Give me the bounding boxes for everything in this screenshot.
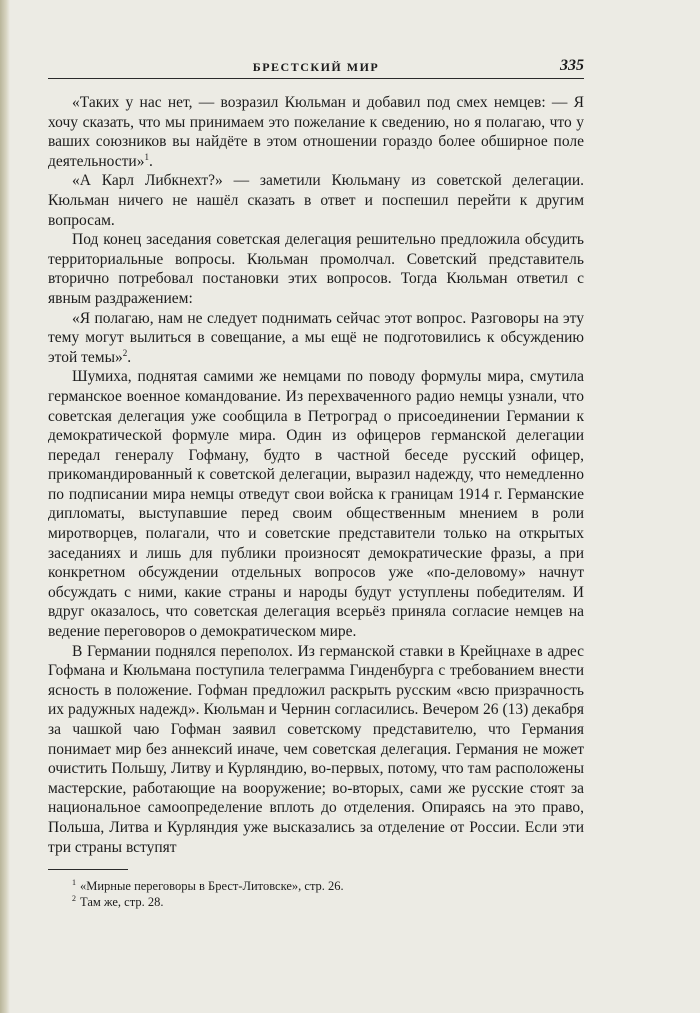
paragraph: В Германии поднялся переполох. Из германской ставки в Крейцнахе в адрес Гофмана и Кюльмана поступила телеграмма Гинденбурга с требованием внести ясность в положение. Гофман предложил раскрыть русским «всю призрачность их радужных надежд». Кюльман и Чернин согласились. Вечером 26 (13) декабря за чашкой чаю Гофман заявил советскому представителю, что Германия понимает мир без аннексий иначе, чем советская делегация. Германия не может очистить Польшу, Литву и Курляндию, во-первых, потому, что там расположены мастерские, работающие на вооружение; во-вторых, сами же русские стоят за национальное самоопределение вплоть до отделения. Опираясь на это право, Польша, Литва и Курляндия уже высказались за отделение от России. Если эти три страны вступят: [48, 642, 584, 856]
footnote-ref: 1: [144, 151, 149, 162]
page-header: [48, 56, 584, 79]
footnote: $^2$ Там же, стр. 28.: [72, 894, 164, 910]
footnote-mark: 1: [72, 878, 76, 887]
paragraph: Под конец заседания советская делегация решительно предложила обсудить территориальные вопросы. Кюльман промолчал. Советский представитель вторично потребовал постановки этих вопросов. Тогда Кюльман ответил с явным раздражением:: [48, 231, 584, 307]
footnote-divider: [48, 869, 128, 870]
page-number: 335: [560, 57, 584, 74]
running-title: БРЕСТСКИЙ МИР: [252, 60, 380, 74]
footnote-mark: 2: [72, 894, 76, 903]
book-binding-edge: [0, 0, 10, 1013]
paragraph: «А Карл Либкнехт?» — заметили Кюльману из советской делегации. Кюльман ничего не нашёл сказать в ответ и поспешил перейти к другим вопросам.: [48, 172, 584, 229]
body-text: [48, 93, 584, 857]
footnote: $^1$ «Мирные переговоры в Брест-Литовске», стр. 26.: [72, 878, 344, 894]
footnotes: [48, 878, 584, 910]
footnote-ref: 2: [122, 347, 128, 358]
paragraph: «Таких у нас нет, — возразил Кюльман и добавил под смех немцев: — Я хочу сказать, что мы принимаем это пожелание к сведению, но я полагаю, что у ваших союзников вы найдёте в этом отношении гораздо более обширное поле деятельности»$^1$.: [48, 94, 584, 170]
paragraph: «Я полагаю, нам не следует поднимать сейчас этот вопрос. Разговоры на эту тему могут вылиться в совещание, а мы ещё не подготовились к обсуждению этой темы»$^2$.: [48, 309, 584, 366]
paragraph: Шумиха, поднятая самими же немцами по поводу формулы мира, смутила германское военное командование. Из перехваченного радио немцы узнали, что советская делегация уже сообщила в Петроград о присоединении Германии к демократической формуле мира. Один из офицеров германской делегации передал генералу Гофману, будто в частной беседе русский офицер, прикомандированный к советской делегации, выразил надежду, что немедленно по подписании мира немцы отведут свои войска к границам 1914 г. Германские дипломаты, выступавшие перед своим общественным мнением в роли миротворцев, полагали, что и советские представители только на открытых заседаниях и лишь для публики произносят демократические фразы, а при конкретном обсуждении отдельных вопросов уже «по-деловому» начнут обсуждать с ними, какие страны и народы будут уступлены победителям. И вдруг оказалось, что советская делегация всерьёз приняла согласие немцев на ведение переговоров о демократическом мире.: [48, 368, 584, 641]
book-page: [48, 56, 584, 910]
